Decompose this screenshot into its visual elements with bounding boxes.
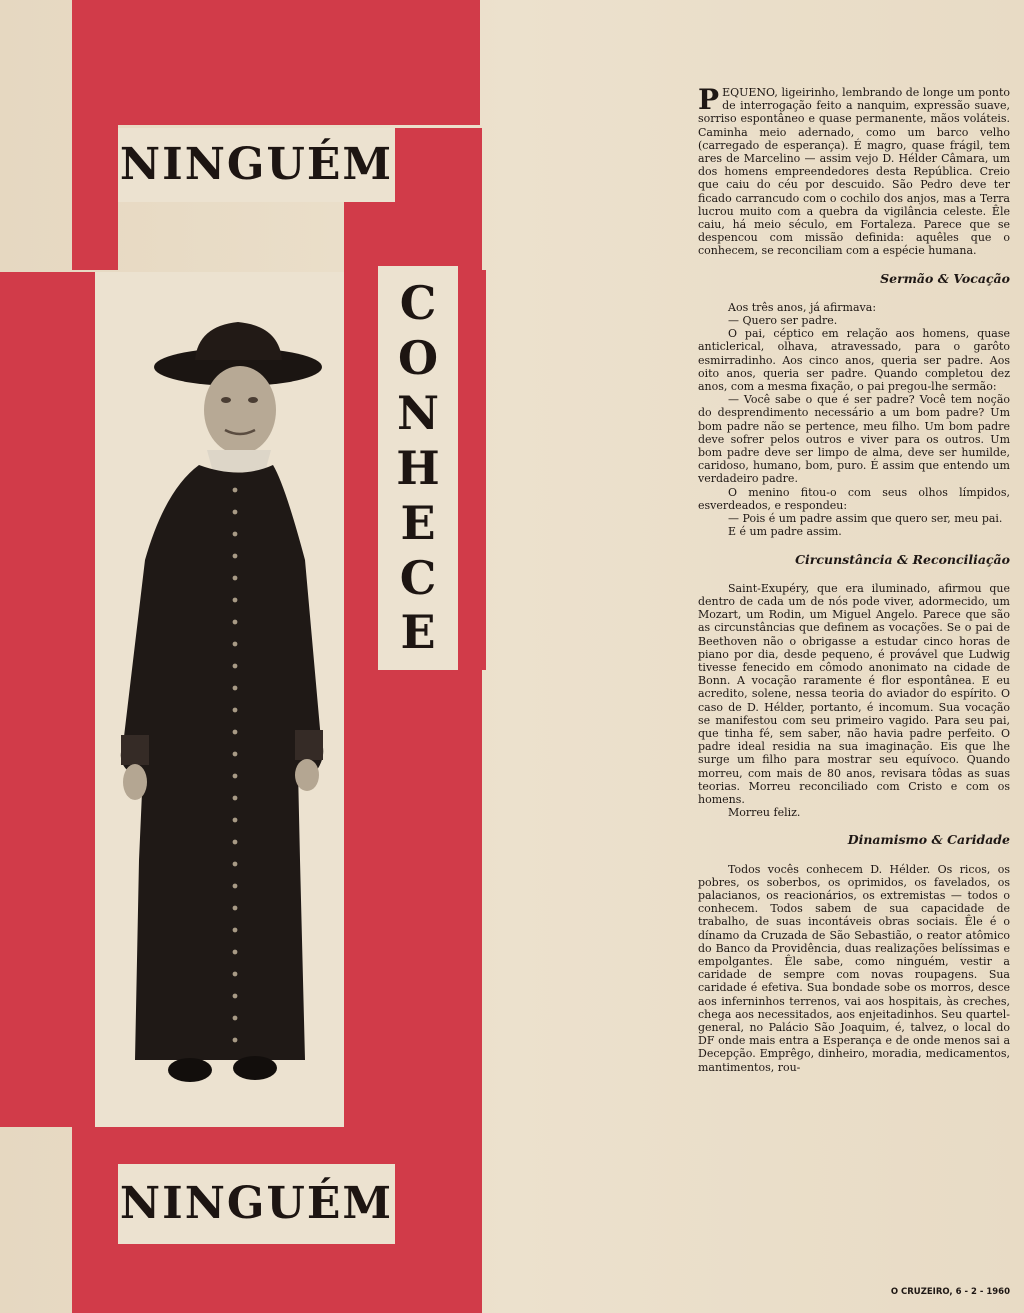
vertical-letter: E	[400, 495, 436, 550]
vertical-letter: O	[397, 331, 439, 386]
red-block-top	[72, 0, 480, 125]
paragraph: O pai, céptico em relação aos homens, quase anticlerical, olhava, atravessado, para o garôto esmirradinho. Aos cinco anos, queria ser padre. Aos oito anos, queria ser padre. Quando completou dez anos, com a mesma fixação, o pai pregou-lhe sermão:	[698, 327, 1010, 394]
headline-bottom-text: NINGUÉM	[119, 1178, 394, 1229]
section-heading: Dinamismo & Caridade	[847, 832, 1010, 848]
paragraph: — Pois é um padre assim que quero ser, meu pai.	[728, 512, 1003, 526]
red-block-title-right	[395, 128, 482, 202]
vertical-letter: E	[400, 605, 436, 660]
red-block-left-edge	[0, 272, 95, 1127]
vertical-letter: C	[399, 550, 437, 605]
intro-text: EQUENO, ligeirinho, lembrando de longe um ponto de interrogação feito a nanquim, expressão suave, sorriso espontâneo e quase permanente, mãos voláteis. Caminha meio adernado, como um barco velho (carregado de esperança). É magro, quase frágil, tem ares de Marcelino — assim vejo D. Hélder Câmara, um dos homens empreendedores desta República. Creio que caiu do céu por descuido. São Pedro deve ter ficado carrancudo com o cochilo dos anjos, mas a Terra lucrou muito com a quebra da vigilância celeste. Êle caiu, há meio século, em Fortaleza. Parece que se despencou com missão definida: aquêles que o conhecem, se reconciliam com a espécie humana.	[698, 86, 1010, 258]
red-block-title-left	[72, 125, 118, 270]
paragraph: E é um padre assim.	[728, 525, 842, 539]
paragraph: Saint-Exupéry, que era iluminado, afirmou que dentro de cada um de nós pode viver, adormecido, um Mozart, um Rodin, um Miguel Angelo. Parece que são as circunstâncias que definem as vocações. Se o pai de Beethoven não o obrigasse a estudar cinco horas de piano por dia, desde pequeno, é provável que Ludwig tivesse fenecido em cômodo anonimato na cidade de Bonn. A vocação raramente é flor espontânea. E eu acredito, solene, nessa teoria do aviador do espírito. O caso de D. Hélder, portanto, é incomum. Sua vocação se manifestou com seu primeiro vagido. Para seu pai, que tinha fé, sem saber, não havia padre perfeito. O padre ideal residia na sua imaginação. Eis que lhe surge um filho para mostrar seu equívoco. Quando morreu, com mais de 80 anos, revisara tôdas as suas teorias. Morreu reconciliado com Cristo e com os homens.	[698, 581, 1010, 806]
drop-cap: P	[698, 83, 720, 116]
headline-bottom	[118, 1164, 395, 1244]
headline-top	[118, 128, 395, 202]
paragraph: Morreu feliz.	[728, 806, 801, 820]
page-footer: O CRUZEIRO, 6 - 2 - 1960	[890, 1287, 1010, 1297]
paragraph: Aos três anos, já afirmava:	[728, 300, 877, 314]
headline-top-text: NINGUÉM	[119, 139, 394, 190]
vertical-letter: N	[396, 386, 440, 441]
section-heading: Sermão & Vocação	[880, 270, 1010, 286]
section-heading: Circunstância & Reconciliação	[795, 551, 1010, 567]
red-block-vertical-right	[458, 270, 486, 670]
intro-paragraph	[698, 83, 1010, 258]
paragraph: Todos vocês conhecem D. Hélder. Os ricos, os pobres, os soberbos, os oprimidos, os favelados, os palacianos, os reacionários, os extremistas — todos o conhecem. Todos sabem de sua capacidade de trabalho, de suas incontáveis obras sociais. Êle é o dínamo da Cruzada de São Sebastião, o reator atômico do Banco da Providência, duas realizações belíssimas e empolgantes. Êle sabe, como ninguém, vestir a caridade de sempre com novas roupagens. Sua caridade é efetiva. Sua bondade sobe os morros, desce aos inferninhos terrenos, vai aos hospitais, às creches, chega aos necessitados, aos enjeitadinhos. Seu quartel-general, no Palácio São Joaquim, é, talvez, o local do DF onde mais entra a Esperança e de onde menos sai a Decepção. Emprêgo, dinheiro, moradia, medicamentos, mantimentos, rou-	[698, 862, 1010, 1074]
paragraph: — Quero ser padre.	[728, 314, 838, 328]
priest-photo	[95, 300, 344, 1122]
paragraph: O menino fitou-o com seus olhos límpidos, esverdeados, e respondeu:	[698, 485, 1010, 512]
headline-vertical	[378, 266, 458, 670]
vertical-letter: H	[396, 440, 440, 495]
paragraph: — Você sabe o que é ser padre? Você tem noção do desprendimento necessário a um bom padre? Um bom padre não se pertence, meu filho. Um bom padre deve sofrer pelos outros e viver para os outros. Um bom padre deve ser limpo de alma, deve ser humilde, caridoso, humano, bom, puro. É assim que entendo um verdadeiro padre.	[698, 393, 1010, 486]
vertical-letter: C	[399, 276, 437, 331]
article-body	[698, 83, 1010, 1074]
priest-figure	[95, 300, 344, 1122]
